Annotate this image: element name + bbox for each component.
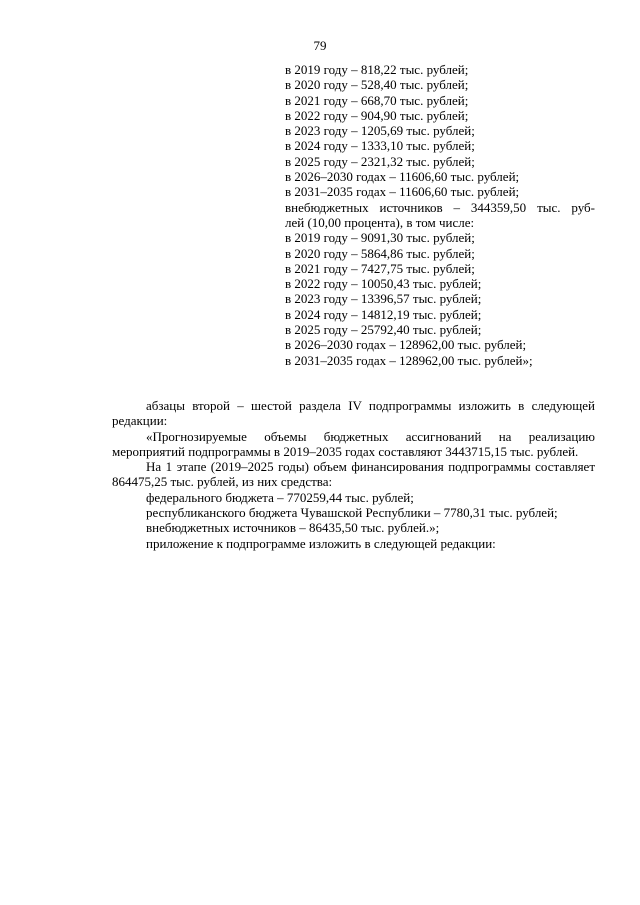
financing-list: [285, 62, 595, 368]
paragraph: На 1 этапе (2019–2025 годы) объем финансирования подпрограммы составляет 864475,25 тыс. рублей, из них средства:: [112, 459, 595, 490]
extrabudget-year-line: в 2026–2030 годах – 128962,00 тыс. рублей;: [285, 337, 527, 353]
extrabudget-year-line: в 2023 году – 13396,57 тыс. рублей;: [285, 291, 482, 307]
paragraph: «Прогнозируемые объемы бюджетных ассигнований на реализацию мероприятий подпрограммы в 2019–2035 годах составляют 3443715,15 тыс. рублей.: [112, 428, 595, 459]
paragraph: федерального бюджета – 770259,44 тыс. рублей;: [146, 489, 414, 505]
extrabudget-line: лей (10,00 процента), в том числе:: [285, 214, 475, 230]
extrabudget-line: внебюджетных источников – 344359,50 тыс. руб-: [285, 199, 595, 215]
financing-line: в 2026–2030 годах – 11606,60 тыс. рублей;: [285, 169, 520, 185]
extrabudget-year-line: в 2020 году – 5864,86 тыс. рублей;: [285, 245, 475, 261]
financing-line: в 2025 году – 2321,32 тыс. рублей;: [285, 153, 475, 169]
extrabudget-year-line: в 2025 году – 25792,40 тыс. рублей;: [285, 322, 482, 338]
financing-line: в 2021 году – 668,70 тыс. рублей;: [285, 92, 469, 108]
amendment-text: [112, 398, 595, 551]
paragraph: внебюджетных источников – 86435,50 тыс. рублей.»;: [146, 520, 440, 536]
financing-line: в 2019 году – 818,22 тыс. рублей;: [285, 62, 469, 77]
extrabudget-year-line: в 2019 году – 9091,30 тыс. рублей;: [285, 230, 475, 246]
financing-line: в 2023 году – 1205,69 тыс. рублей;: [285, 123, 475, 139]
extrabudget-year-line: в 2022 году – 10050,43 тыс. рублей;: [285, 276, 482, 292]
extrabudget-year-line: в 2024 году – 14812,19 тыс. рублей;: [285, 306, 482, 322]
financing-line: в 2020 году – 528,40 тыс. рублей;: [285, 77, 469, 93]
extrabudget-year-line: в 2031–2035 годах – 128962,00 тыс. рублей»;: [285, 352, 533, 368]
extrabudget-year-line: в 2021 году – 7427,75 тыс. рублей;: [285, 260, 475, 276]
financing-line: в 2031–2035 годах – 11606,60 тыс. рублей;: [285, 184, 520, 200]
page-number: 79: [313, 38, 327, 53]
paragraph: приложение к подпрограмме изложить в следующей редакции:: [146, 535, 496, 551]
paragraph: республиканского бюджета Чувашской Республики – 7780,31 тыс. рублей;: [146, 505, 558, 521]
paragraph: абзацы второй – шестой раздела IV подпрограммы изложить в следующей редакции:: [112, 398, 595, 429]
financing-line: в 2024 году – 1333,10 тыс. рублей;: [285, 138, 475, 154]
financing-line: в 2022 году – 904,90 тыс. рублей;: [285, 107, 469, 123]
